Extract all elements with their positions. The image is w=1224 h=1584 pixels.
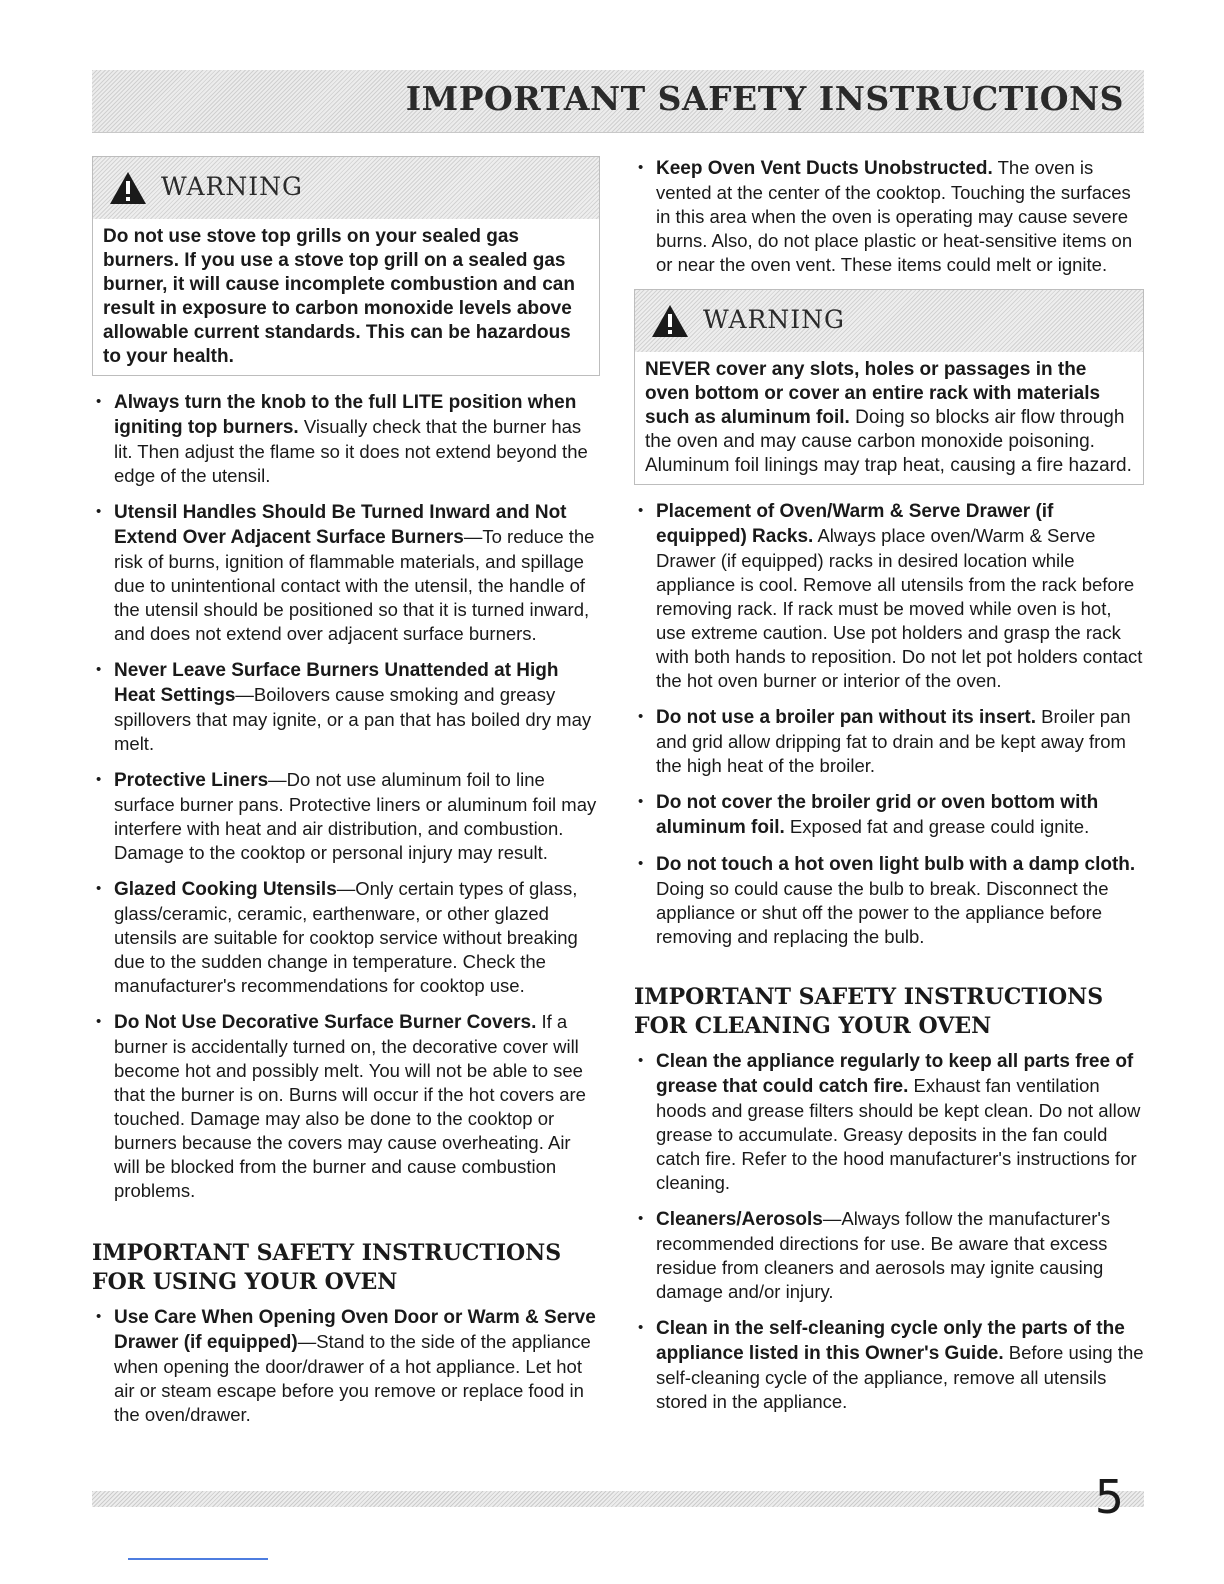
bullet: •	[96, 771, 102, 788]
link-underline	[128, 1558, 268, 1560]
list-item: • Never Leave Surface Burners Unattended at High Heat Settings—Boilovers cause smoking and greasy spillovers that may ignite, or a pan that has boiled dry may melt.	[96, 660, 592, 754]
list-item: • Protective Liners—Do not use aluminum foil to line surface burner pans. Protective liners or aluminum foil may interfere with heat and air distribution, and combustion. Damage to the cooktop or personal injury may result.	[96, 769, 597, 863]
list-item: • Keep Oven Vent Ducts Unobstructed. The oven is vented at the center of the cooktop. Touching the surfaces in this area when the oven is operating may cause severe burns. Also, do not place plastic or heat-sensitive items on or near the oven vent. These items could melt or ignite.	[638, 157, 1133, 275]
bullet: •	[638, 1210, 644, 1227]
list-item: • Do Not Use Decorative Surface Burner Covers. If a burner is accidentally turned on, the decorative cover will become hot and possibly melt. You will not be able to see that the burner is on. Burns will occur if the hot covers are touched. Damage may also be done to the cooktop or burners because the covers may cause overheating. Air will be blocked from the burner and cause combustion problems.	[96, 1011, 586, 1201]
list-item: • Do not cover the broiler grid or oven bottom with aluminum foil. Exposed fat and grease could ignite.	[638, 792, 1099, 838]
bullet: •	[638, 793, 644, 810]
warning-triangle-icon	[109, 171, 147, 205]
list-item: • Glazed Cooking Utensils—Only certain types of glass, glass/ceramic, ceramic, earthenware, or other glazed utensils are suitable for cooktop service without breaking due to the sudden change in temperature. Check the manufacturer's recommendations for cooktop use.	[96, 878, 578, 996]
list-item: • Clean the appliance regularly to keep all parts free of grease that could catch fire. Exhaust fan ventilation hoods and grease filters should be kept clean. Do not allow grease to accumulate. Greasy deposits in the fan could catch fire. Refer to the hood manufacturer's instructions for cleaning.	[638, 1051, 1141, 1193]
header-banner	[92, 70, 1144, 133]
warning-header	[635, 290, 1143, 352]
bullet: •	[96, 880, 102, 897]
list-item: • Do not touch a hot oven light bulb with a damp cloth. Doing so could cause the bulb to break. Disconnect the appliance or shut off the power to the appliance before removing and replacing the bulb.	[638, 854, 1136, 947]
bullet: •	[638, 502, 644, 519]
bullet: •	[96, 503, 102, 520]
warning-header	[93, 157, 599, 219]
vent-list	[634, 156, 1144, 277]
list-item: • Do not use a broiler pan without its insert. Broiler pan and grid allow dripping fat to drain and be kept away from the high heat of the broiler.	[638, 706, 1131, 776]
cleaning-section-title: IMPORTANT SAFETY INSTRUCTIONS FOR CLEANING YOUR OVEN	[634, 984, 1104, 1039]
bullet: •	[638, 159, 644, 176]
warning-triangle-icon	[651, 304, 689, 338]
cleaning-list	[634, 1049, 1144, 1414]
bullet: •	[96, 393, 102, 410]
bullet: •	[638, 708, 644, 725]
warning-text: NEVER cover any slots, holes or passages in the oven bottom or cover an entire rack with materials such as aluminum foil. Doing so blocks air flow through the oven and may cause carbon monoxide poisoning. Aluminum foil linings may trap heat, causing a fire hazard.	[645, 359, 1132, 476]
list-item: • Always turn the knob to the full LITE position when igniting top burners. Visually check that the burner has lit. Then adjust the flame so it does not extend beyond the edge of the utensil.	[96, 392, 588, 486]
warning-label: WARNING	[161, 172, 303, 201]
page-title: IMPORTANT SAFETY INSTRUCTIONS	[405, 79, 1124, 118]
oven-section-title: IMPORTANT SAFETY INSTRUCTIONS FOR USING YOUR OVEN	[92, 1240, 562, 1295]
list-item: • Cleaners/Aerosols—Always follow the manufacturer's recommended directions for use. Be aware that excess residue from cleaners and aerosols may ignite causing damage and/or injury.	[638, 1208, 1111, 1302]
cooktop-list	[92, 390, 600, 1203]
warning-text: Do not use stove top grills on your sealed gas burners. If you use a stove top grill on a sealed gas burner, it will cause incomplete combustion and can result in exposure to carbon monoxide levels above allowable current standards. This can be hazardous to your health.	[103, 226, 575, 367]
warning-label: WARNING	[703, 305, 845, 334]
right-column	[634, 156, 1144, 1426]
oven-rack-list	[634, 499, 1144, 949]
warning-box-grills	[92, 156, 600, 376]
left-column	[92, 156, 600, 1439]
bullet: •	[96, 1308, 102, 1325]
list-item: • Clean in the self-cleaning cycle only the parts of the appliance listed in this Owner's Guide. Before using the self-cleaning cycle of the appliance, remove all utensils stored in the appliance.	[638, 1318, 1144, 1412]
bullet: •	[638, 1052, 644, 1069]
list-item: • Utensil Handles Should Be Turned Inward and Not Extend Over Adjacent Surface Burners—To reduce the risk of burns, ignition of flammable materials, and spillage due to unintentional contact with the utensil, the handle of the utensil should be positioned so that it is turned inward, and does not extend over adjacent surface burners.	[96, 502, 595, 644]
oven-list	[92, 1305, 600, 1427]
warning-box-foil	[634, 289, 1144, 485]
bullet: •	[96, 661, 102, 678]
page-number: 5	[1094, 1470, 1124, 1524]
list-item: • Use Care When Opening Oven Door or Warm & Serve Drawer (if equipped)—Stand to the side of the appliance when opening the door/drawer of a hot appliance. Let hot air or steam escape before you remove or replace food in the oven/drawer.	[96, 1307, 596, 1425]
footer-band	[92, 1491, 1144, 1507]
bullet: •	[638, 855, 644, 872]
list-item: • Placement of Oven/Warm & Serve Drawer (if equipped) Racks. Always place oven/Warm & Serve Drawer (if equipped) racks in desired location while appliance is cool. Remove all utensils from the rack before removing rack. If rack must be moved while oven is hot, use extreme caution. Use pot holders and grasp the rack with both hands to reposition. Do not let pot holders contact the hot oven burner or interior of the oven.	[638, 501, 1143, 691]
bullet: •	[96, 1013, 102, 1030]
bullet: •	[638, 1319, 644, 1336]
